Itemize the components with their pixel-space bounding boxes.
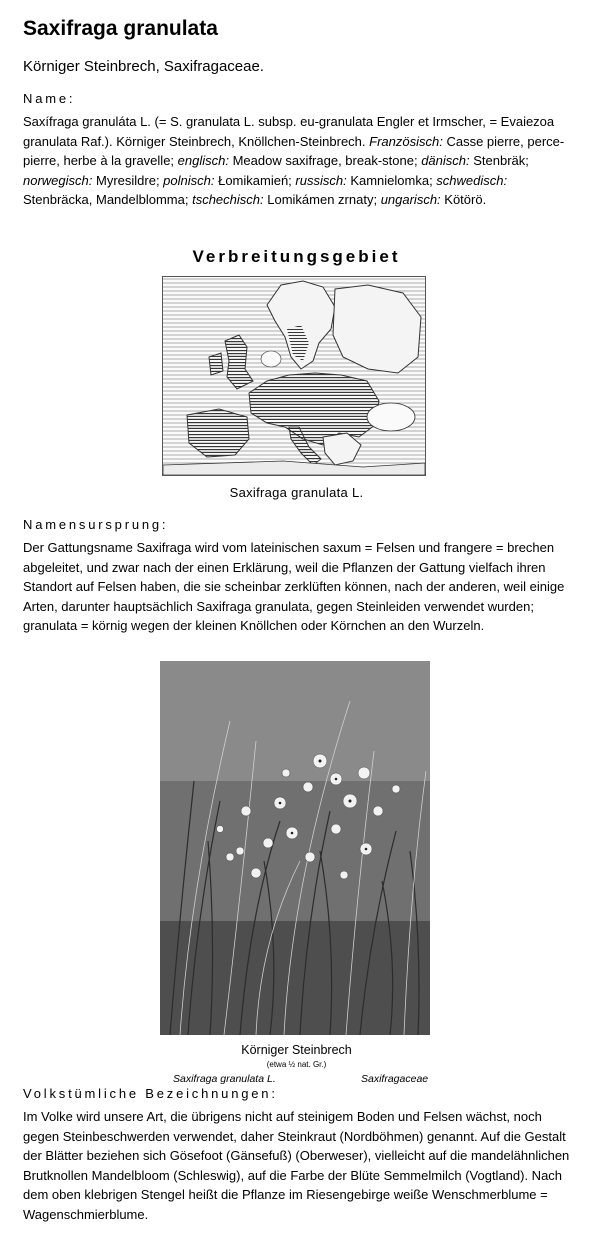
meadow-photo-graphic [160,661,430,1035]
page-title: Saxifraga granulata [23,17,218,40]
photo-family-name: Saxifragaceae [361,1073,429,1085]
name-paragraph [23,112,573,210]
distribution-map [162,276,426,476]
page-subtitle: Körniger Steinbrech, Saxifragaceae. [23,58,264,75]
name-text: Saxífraga granuláta L. (= S. granulata L. subsp. eu-granulata Engler et Irmscher, = Evaiezoa granulata Raf.). Körniger Steinbrech, Knöllchen-Steinbrech. [23,114,555,149]
folk-names-paragraph: Im Volke wird unsere Art, die übrigens nicht auf steinigem Boden und Felsen wächst, noch gegen Steinbeschwerden verwendet, daher Steinkraut (Nordböhmen) genannt. Auf die Gestalt der Blätter beziehen sich Gösefoot (Gänsefuß) (Oberweser), vielleicht auf die mandelähnlichen Brutknollen Mandelbloom (Schleswig), auf die Farbe der Blüte Semmelmilch (Vogtland). Nach dem oben klebrigen Stengel heißt die Pflanze im Riesengebirge weiße Wenschmerblume = Wagenschmierblume. [23,1109,570,1222]
name-text: Meadow saxifrage, break-stone; [228,153,422,168]
photo-species-name: Saxifraga granulata L. [173,1073,276,1085]
folk-names-heading: Volkstümliche Bezeichnungen: [23,1086,278,1101]
map-caption: Saxifraga granulata L. [229,485,364,500]
distribution-heading: Verbreitungsgebiet [192,247,401,266]
name-text: Łomikamień; [214,172,296,188]
lang-label-norwegian: norwegisch: [23,172,93,188]
origin-heading: Namensursprung: [23,517,169,532]
plant-photo [160,661,430,1035]
name-text: Kötörö. [440,192,487,207]
lang-label-russian: russisch: [295,172,347,188]
name-text: Kamnielomka; [346,172,437,188]
lang-label-czech: tschechisch: [192,192,264,207]
lang-label-french: Französisch: [369,133,443,149]
lang-label-polish: polnisch: [163,172,215,188]
name-text: Lomikámen zrnaty; [263,192,381,207]
photo-caption: Körniger Steinbrech [241,1043,352,1057]
name-text: Stenbräcka, Mandelblomma; [23,192,193,207]
lang-label-swedish: schwedisch: [436,172,508,188]
lang-label-hungarian: ungarisch: [380,192,441,207]
name-heading: Name: [23,91,76,106]
lang-label-english: englisch: [177,153,229,168]
name-text: Casse pierre, perce-pierre, herbe à la gravelle; [23,133,565,168]
lang-label-danish: dänisch: [421,153,470,168]
name-text: Stenbräk; [469,153,529,168]
photo-size-note: (etwa ½ nat. Gr.) [266,1060,327,1069]
europe-map-graphic [163,277,425,475]
origin-paragraph: Der Gattungsname Saxifraga wird vom lateinischen saxum = Felsen und frangere = brechen abgeleitet, und zwar nach der einen Erklärung, weil die Pflanzen der Gattung vielfach ihren Standort auf Felsen haben, die sie scheinbar zerklüften können, nach der anderen, weil einige Arten, darunter hauptsächlich Saxifraga granulata, gegen Steinleiden verwendet wurden; granulata = körnig wegen der kleinen Knöllchen oder Körnchen an den Wurzeln. [23,540,565,633]
name-text: Myresildre; [92,172,164,188]
